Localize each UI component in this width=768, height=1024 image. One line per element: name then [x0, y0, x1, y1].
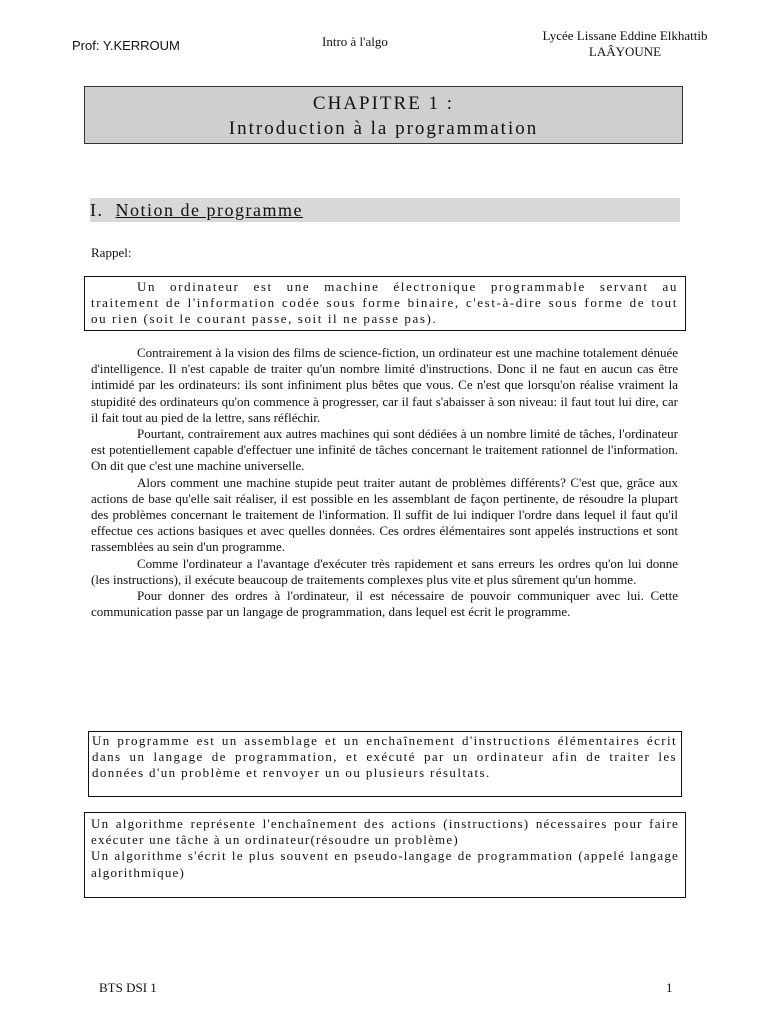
definition-box-programme	[88, 731, 682, 797]
section-heading	[90, 198, 680, 222]
footer-class: BTS DSI 1	[99, 980, 157, 995]
paragraph: Pourtant, contrairement aux autres machines qui sont dédiées à un nombre limité de tâches, l'ordinateur est potentiellement capable d'effectuer une infinité de tâches concernant le traitement rationnel de l'information. On dit que c'est une machine universelle.	[91, 426, 678, 474]
paragraph: Pour donner des ordres à l'ordinateur, il est nécessaire de pouvoir communiquer avec lui. Cette communication passe par un langage de programmation, dans lequel est écrit le programme.	[91, 588, 678, 620]
definition-box-ordinateur	[84, 276, 686, 331]
page-number: 1	[666, 980, 673, 995]
chapter-number: CHAPITRE 1 :	[312, 93, 455, 114]
definition-box-algorithme	[84, 812, 686, 898]
paragraph: Alors comment une machine stupide peut traiter autant de problèmes différents? C'est que, grâce aux actions de base qu'elle sait réaliser, il est possible en les assemblant de façon pertinente, de résoudre la plupart des problèmes concernant le traitement de l'information. Il suffit de lui indiquer l'ordre dans lequel il faut qu'il effectue ces actions basiques et avec quelles données. Ces ordres élémentaires sont appelés instructions et sont rassemblées au sein d'un programme.	[91, 474, 678, 555]
chapter-title-box	[84, 86, 683, 144]
paragraph: Comme l'ordinateur a l'avantage d'exécuter très rapidement et sans erreurs les ordres qu'on lui donne (les instructions), il exécute beaucoup de traitements complexes plus vite et plus sûrement qu'un homme.	[91, 555, 678, 587]
section-number: I.	[90, 200, 104, 220]
definition-ordinateur-text: Un ordinateur est une machine électronique programmable servant au traitement de l'information codée sous forme binaire, c'est-à-dire sous forme de tout ou rien (soit le courant passe, soit il ne passe pas).	[91, 279, 678, 327]
header-author: Prof: Y.KERROUM	[72, 38, 180, 53]
definition-algorithme-text-2: Un algorithme s'écrit le plus souvent en pseudo-langage de programmation (appelé langage algorithmique)	[91, 848, 679, 880]
section-title: Notion de programme	[115, 200, 303, 220]
header-school-city: LAÂYOUNE	[588, 44, 662, 59]
body-paragraphs	[91, 345, 678, 620]
header-school	[500, 28, 750, 60]
header-school-name: Lycée Lissane Eddine Elkhattib	[542, 28, 708, 43]
definition-algorithme-text-1: Un algorithme représente l'enchaînement des actions (instructions) nécessaires pour faire exécuter une tâche à un ordinateur(résoudre un problème)	[91, 816, 679, 848]
chapter-title: Introduction à la programmation	[228, 118, 539, 139]
definition-programme-text: Un programme est un assemblage et un enchaînement d'instructions élémentaires écrit dans un langage de programmation, et exécuté par un ordinateur afin de traiter les données d'un problème et renvoyer un ou plusieurs résultats.	[92, 733, 677, 781]
rappel-label: Rappel:	[91, 245, 132, 260]
paragraph: Contrairement à la vision des films de science-fiction, un ordinateur est une machine totalement dénuée d'intelligence. Il n'est capable de traiter qu'un nombre limité d'instructions. Donc il ne faut en aucun cas être intimidé par les ordinateurs: ils sont infiniment plus bêtes que vous. Ce n'est que lorsqu'on réalise vraiment la stupidité des ordinateurs qu'on commence à progresser, car il faut s'abaisser à son niveau: il faut tout lui dire, car il fait tout au pied de la lettre, sans réfléchir.	[91, 345, 678, 425]
header-course: Intro à l'algo	[322, 34, 388, 49]
